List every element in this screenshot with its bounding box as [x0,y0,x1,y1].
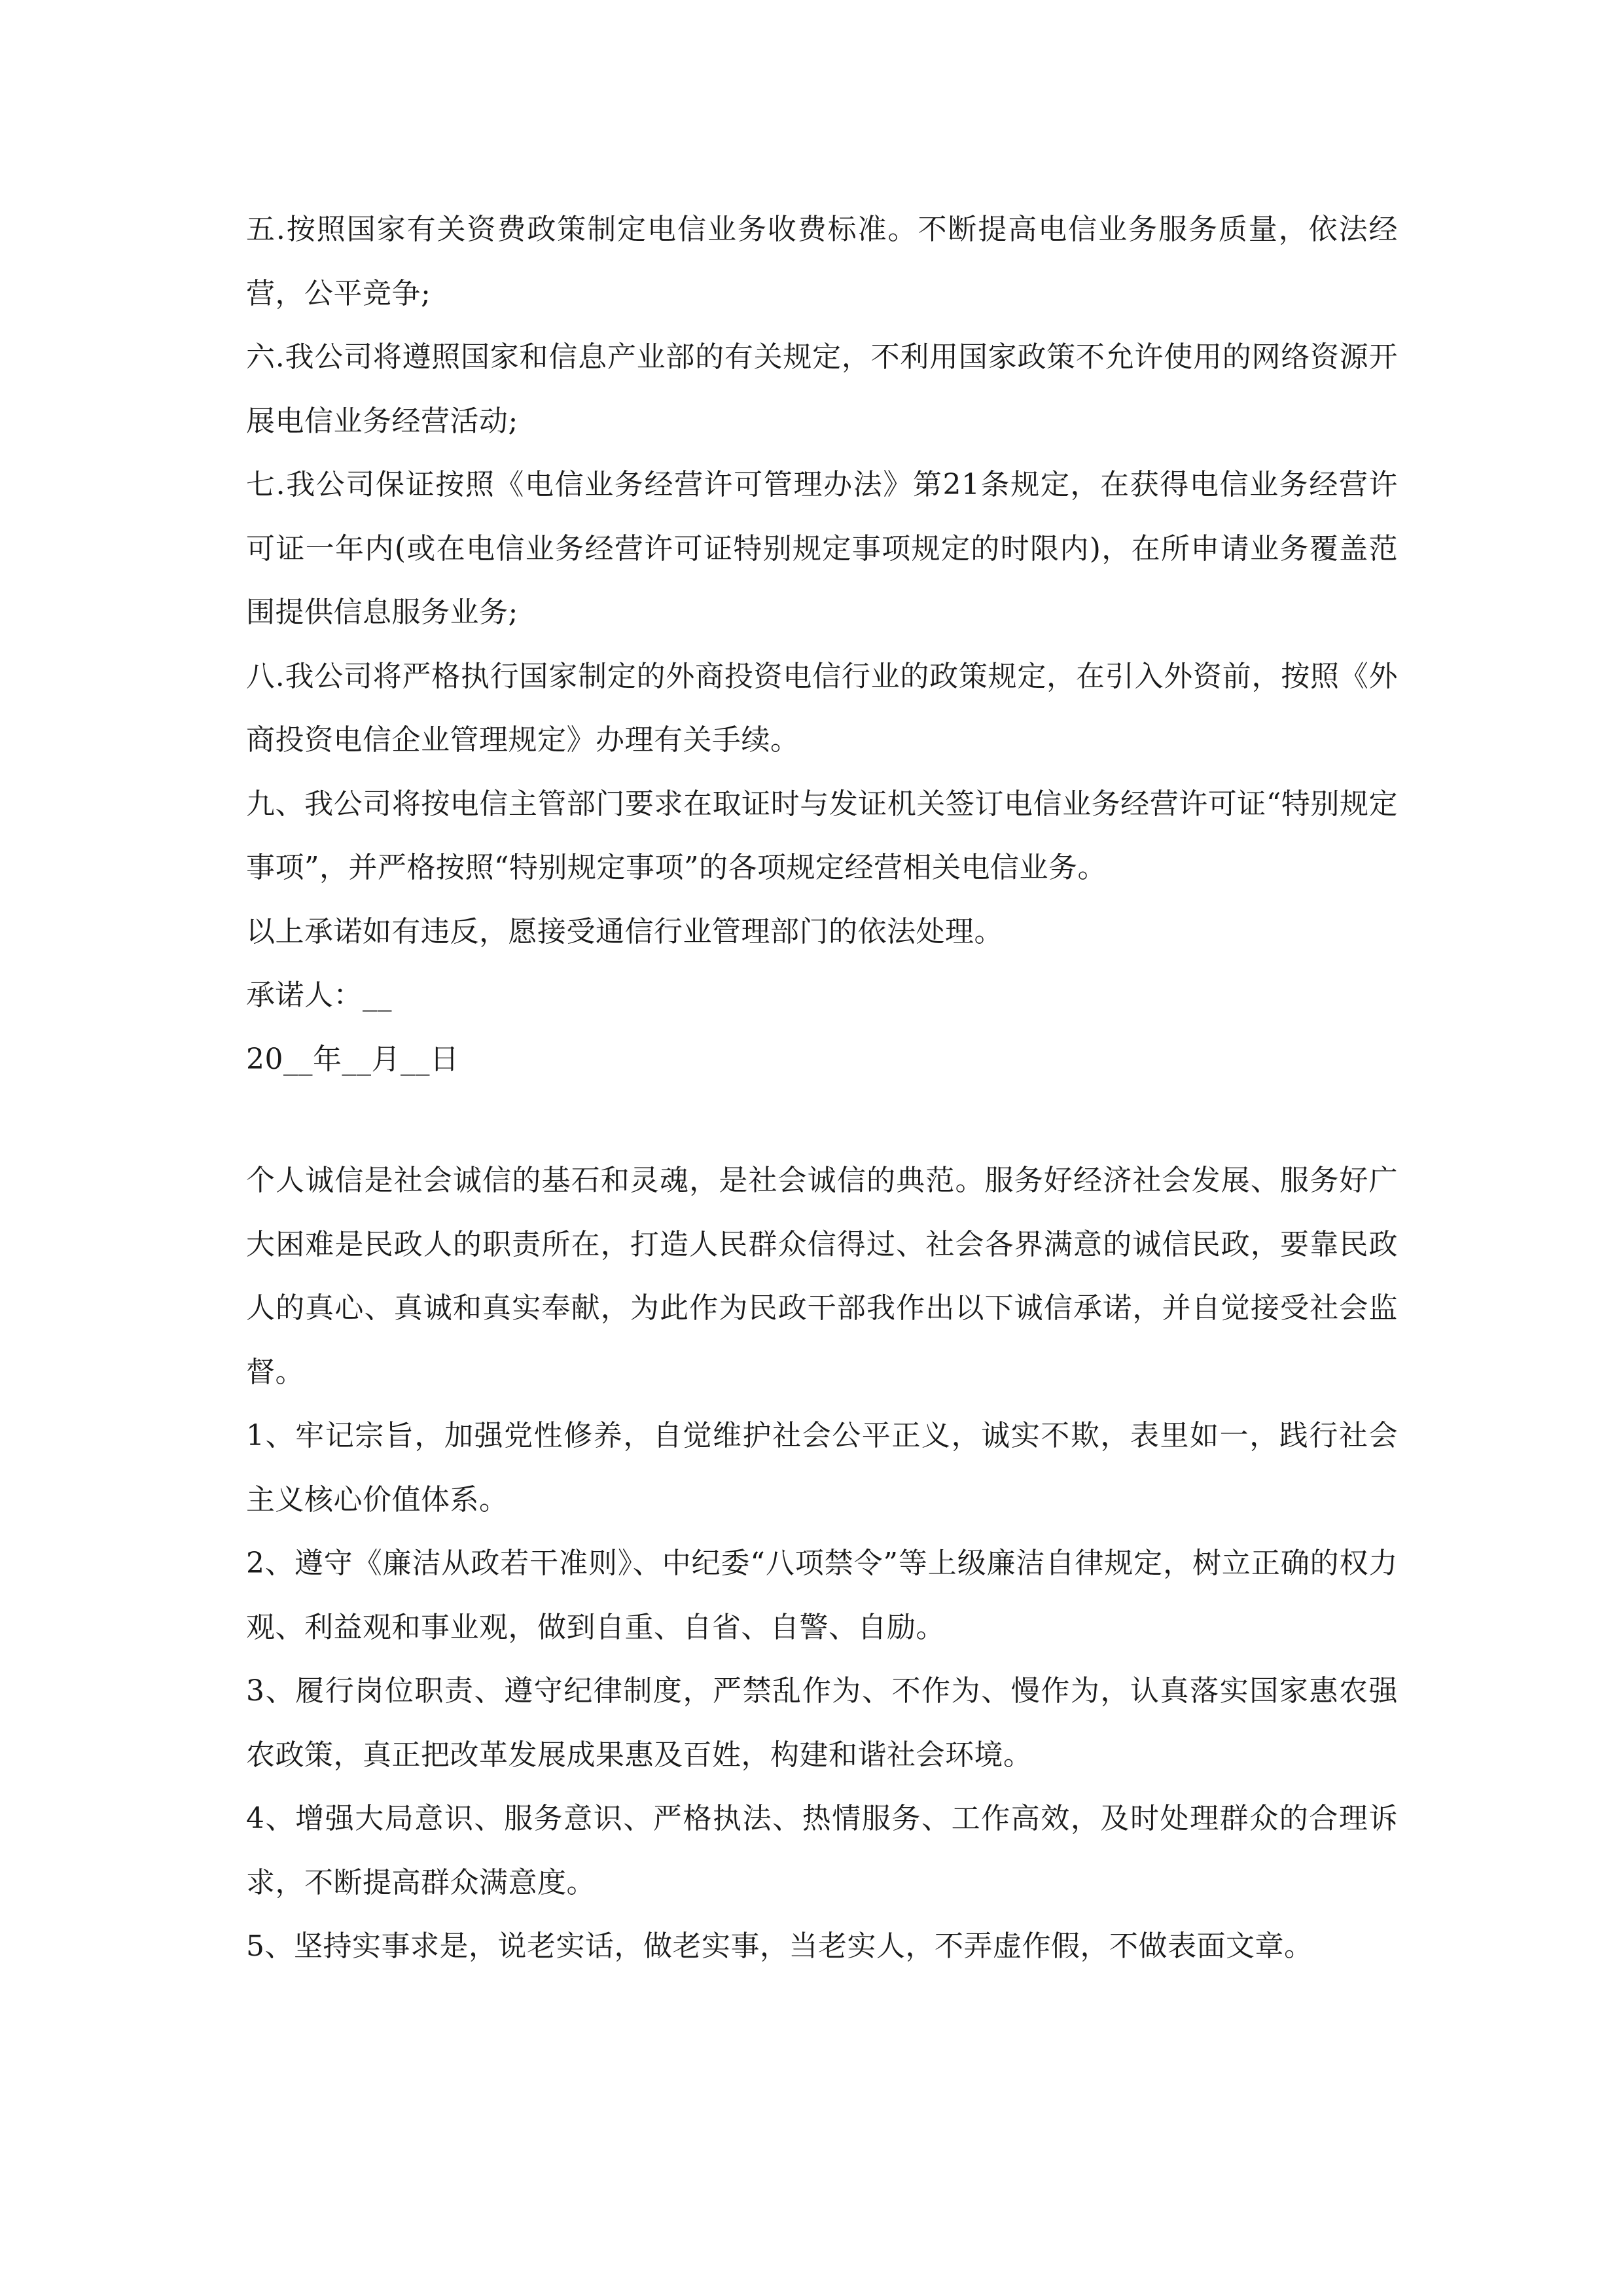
list-item-5: 5、坚持实事求是，说老实话，做老实事，当老实人，不弄虚作假，不做表面文章。 [246,1929,1313,1963]
paragraph-item-7: 七.我公司保证按照《电信业务经营许可管理办法》第21条规定，在获得电信业务经营许可证一年内(或在电信业务经营许可证特别规定事项规定的时限内)，在所申请业务覆盖范围提供信息服务业务; [246,468,1398,629]
intro-paragraph: 个人诚信是社会诚信的基石和灵魂，是社会诚信的典范。服务好经济社会发展、服务好广大困难是民政人的职责所在，打造人民群众信得过、社会各界满意的诚信民政，要靠民政人的真心、真诚和真实奉献，为此作为民政干部我作出以下诚信承诺，并自觉接受社会监督。 [246,1164,1398,1389]
paragraph-item-9: 九、我公司将按电信主管部门要求在取证时与发证机关签订电信业务经营许可证“特别规定事项”，并严格按照“特别规定事项”的各项规定经营相关电信业务。 [246,787,1398,884]
paragraph-item-8: 八.我公司将严格执行国家制定的外商投资电信行业的政策规定，在引入外资前，按照《外商投资电信企业管理规定》办理有关手续。 [246,659,1398,757]
commitment-closing: 以上承诺如有违反，愿接受通信行业管理部门的依法处理。 [246,914,1003,948]
list-item-1: 1、牢记宗旨，加强党性修养，自觉维护社会公平正义，诚实不欺，表里如一，践行社会主义核心价值体系。 [246,1419,1398,1516]
list-item-4: 4、增强大局意识、服务意识、严格执法、热情服务、工作高效，及时处理群众的合理诉求，不断提高群众满意度。 [246,1802,1398,1899]
signatory-line: 承诺人：__ [246,978,392,1012]
commitment-section-integrity [246,1149,1398,1979]
list-item-2: 2、遵守《廉洁从政若干准则》、中纪委“八项禁令”等上级廉洁自律规定，树立正确的权力观、利益观和事业观，做到自重、自省、自警、自励。 [246,1547,1398,1644]
date-line: 20__年__月__日 [246,1042,459,1076]
commitment-section-telecom [246,198,1398,1091]
list-item-3: 3、履行岗位职责、遵守纪律制度，严禁乱作为、不作为、慢作为，认真落实国家惠农强农政策，真正把改革发展成果惠及百姓，构建和谐社会环境。 [246,1674,1398,1772]
paragraph-item-5: 五.按照国家有关资费政策制定电信业务收费标准。不断提高电信业务服务质量，依法经营，公平竞争; [246,213,1398,310]
paragraph-item-6: 六.我公司将遵照国家和信息产业部的有关规定，不利用国家政策不允许使用的网络资源开展电信业务经营活动; [246,340,1398,438]
